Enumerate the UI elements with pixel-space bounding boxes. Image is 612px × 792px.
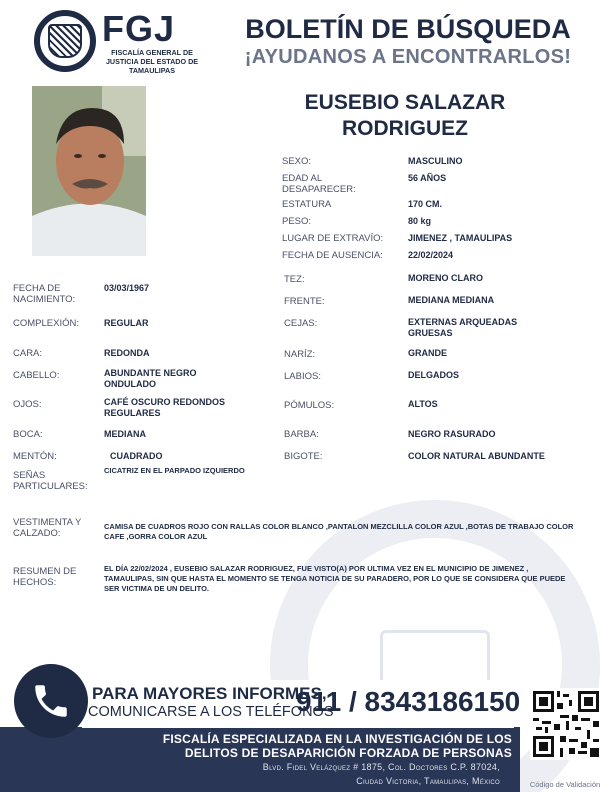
- field-value-weight: 80 kg: [408, 216, 432, 226]
- field-value-age: 56 AÑOS: [408, 173, 447, 183]
- more-info-text: PARA MAYORES INFORMES,: [92, 684, 327, 703]
- qr-code-icon[interactable]: [530, 688, 602, 760]
- clothing-label: VESTIMENTA Y CALZADO:: [13, 517, 82, 539]
- field-value-absence-date: 22/02/2024: [408, 250, 454, 260]
- field-label-cheekbones: PÓMULOS:: [284, 400, 335, 411]
- agency-line-2: DELITOS DE DESAPARICIÓN FORZADA DE PERSONAS: [184, 746, 512, 760]
- summary-value: EL DÍA 22/02/2024 , EUSEBIO SALAZAR RODRIGUEZ, FUE VISTO(A) POR ULTIMA VEZ EN EL MUNICIPIO DE JIMENEZ , TAMAULIPAS, SIN QUE HASTA EL MOMENTO SE TENGA NOTICIA DE SU PARADERO, POR LO QUE SE CONSIDERA QUE PUEDE SER VICTIMA DE UN DELITO.: [104, 564, 566, 593]
- field-label-weight: PESO:: [282, 216, 312, 227]
- field-label-height: ESTATURA: [282, 199, 332, 210]
- field-value-nose: GRANDE: [408, 348, 448, 358]
- fgj-logo-subtitle: FISCALÍA GENERAL DE JUSTICIA DEL ESTADO DE TAMAULIPAS: [105, 48, 199, 75]
- field-value-face: REDONDA: [104, 348, 150, 358]
- field-value-forehead: MEDIANA MEDIANA: [408, 295, 495, 305]
- agency-address: [112, 760, 500, 788]
- field-label-build: COMPLEXIÓN:: [13, 318, 79, 329]
- field-label-forehead: FRENTE:: [284, 296, 325, 307]
- agency-line-1: FISCALÍA ESPECIALIZADA EN LA INVESTIGACIÓN DE LOS: [162, 732, 512, 746]
- field-value-mouth: MEDIANA: [104, 429, 146, 439]
- field-value-marks: CICATRIZ EN EL PARPADO IZQUIERDO: [104, 466, 245, 475]
- field-label-sex: SEXO:: [282, 156, 312, 167]
- field-label-eyes: OJOS:: [13, 399, 42, 410]
- contact-text: COMUNICARSE A LOS TELÉFONOS: [88, 704, 334, 720]
- field-label-nose: NARÍZ:: [284, 349, 316, 360]
- field-value-hair: ABUNDANTE NEGRO ONDULADO: [104, 368, 197, 389]
- field-value-cheekbones: ALTOS: [408, 399, 438, 409]
- field-label-hair: CABELLO:: [13, 370, 60, 381]
- bulletin-title: BOLETÍN DE BÚSQUEDA: [245, 14, 571, 44]
- field-value-place: JIMENEZ , TAMAULIPAS: [408, 233, 513, 243]
- phone-icon: [14, 664, 88, 738]
- field-label-chin: MENTÓN:: [13, 451, 57, 462]
- field-label-age: EDAD AL DESAPARECER:: [282, 173, 356, 195]
- field-value-birthdate: 03/03/1967: [104, 283, 150, 293]
- field-label-birthdate: FECHA DE NACIMIENTO:: [13, 283, 76, 305]
- qr-caption: Código de Validación: [529, 780, 601, 789]
- field-value-eyes: CAFÉ OSCURO REDONDOS REGULARES: [104, 397, 226, 418]
- field-value-eyebrows: EXTERNAS ARQUEADAS GRUESAS: [408, 317, 518, 338]
- address-line-1: Blvd. Fidel Velázquez # 1875, Col. Doctores C.P. 87024,: [262, 762, 500, 772]
- summary-label: RESUMEN DE HECHOS:: [13, 566, 77, 588]
- field-value-beard: NEGRO RASURADO: [408, 429, 496, 439]
- field-label-mustache: BIGOTE:: [284, 451, 323, 462]
- person-name: EUSEBIO SALAZAR RODRIGUEZ: [304, 91, 506, 140]
- fgj-logo-text: FGJ: [102, 8, 176, 49]
- person-photo: [32, 86, 146, 256]
- phone-number[interactable]: 911 / 8343186150: [296, 686, 521, 717]
- field-label-lips: LABIOS:: [284, 371, 321, 382]
- field-label-skin: TEZ:: [284, 274, 305, 285]
- field-label-mouth: BOCA:: [13, 429, 43, 440]
- bulletin-subtitle: ¡AYUDANOS A ENCONTRARLOS!: [244, 46, 572, 68]
- fgj-logo-seal-icon: [34, 10, 96, 72]
- field-value-lips: DELGADOS: [408, 370, 460, 380]
- field-value-chin: CUADRADO: [110, 451, 163, 461]
- agency-name: [112, 732, 512, 760]
- field-label-marks: SEÑAS PARTICULARES:: [13, 470, 88, 492]
- field-value-mustache: COLOR NATURAL ABUNDANTE: [408, 451, 545, 461]
- field-value-sex: MASCULINO: [408, 156, 463, 166]
- field-value-skin: MORENO CLARO: [408, 273, 483, 283]
- field-label-eyebrows: CEJAS:: [284, 318, 318, 329]
- address-line-2: Ciudad Victoria, Tamaulipas, México: [356, 776, 500, 786]
- field-label-place: LUGAR DE EXTRAVÍO:: [282, 233, 384, 244]
- clothing-value: CAMISA DE CUADROS ROJO CON RALLAS COLOR BLANCO ,PANTALON MEZCLILLA COLOR AZUL ,BOTAS DE TRABAJO COLOR CAFE ,GORRA COLOR AZUL: [104, 522, 574, 541]
- field-label-beard: BARBA:: [284, 429, 319, 440]
- field-label-face: CARA:: [13, 348, 43, 359]
- field-value-build: REGULAR: [104, 318, 149, 328]
- field-label-absence-date: FECHA DE AUSENCIA:: [282, 250, 383, 261]
- field-value-height: 170 CM.: [408, 199, 443, 209]
